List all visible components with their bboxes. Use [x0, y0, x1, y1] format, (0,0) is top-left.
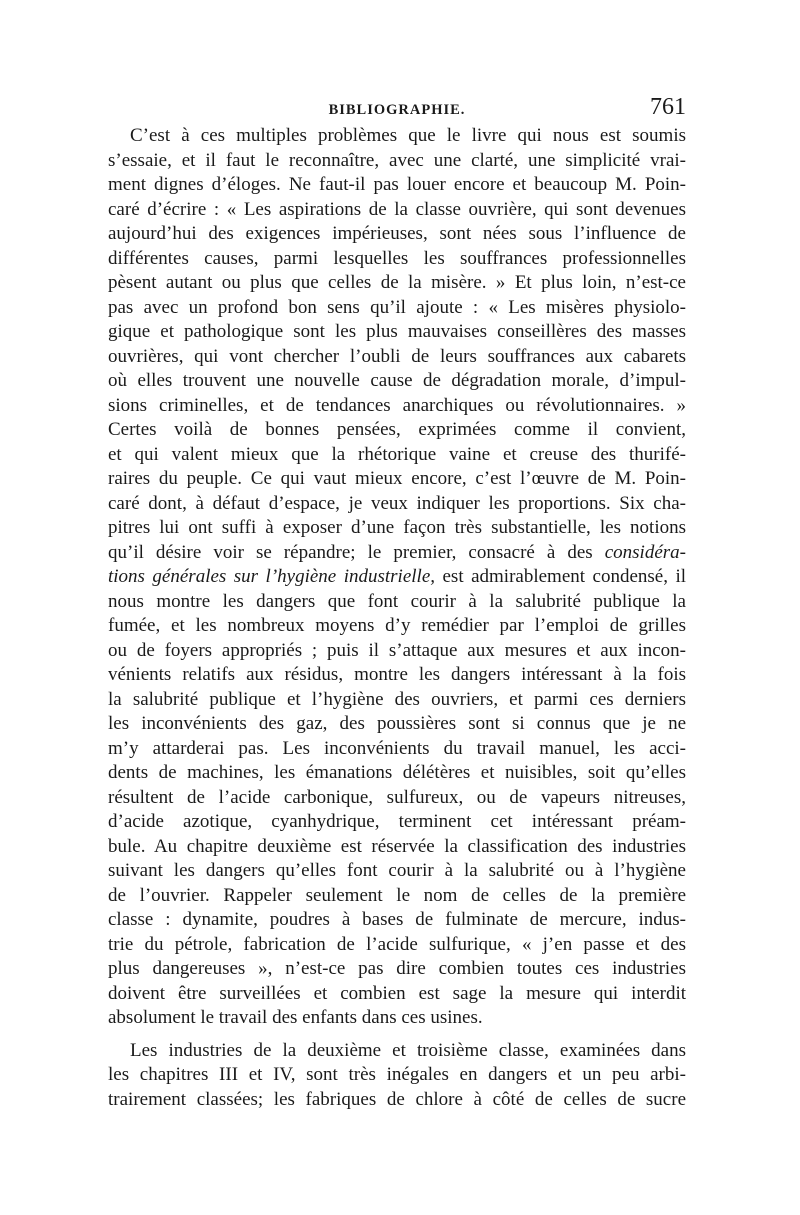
text-line: et qui valent mieux que la rhétorique vaine et creuse des thurifé- — [108, 443, 686, 465]
text-line: m’y attarderai pas. Les inconvénients du travail manuel, les acci- — [108, 737, 686, 759]
text-line: Les industries de la deuxième et troisième classe, examinées dans — [130, 1039, 686, 1061]
text-line: où elles trouvent une nouvelle cause de dégradation morale, d’impul- — [108, 370, 686, 391]
text-line: pitres lui ont suffi à exposer d’une façon très substantielle, les notions — [108, 517, 686, 538]
page-number: 761 — [650, 94, 686, 120]
text-line: d’acide azotique, cyanhydrique, terminent cet intéressant préam- — [108, 811, 686, 832]
text-segment: est admirablement condensé, il — [435, 566, 686, 587]
running-head — [108, 94, 686, 124]
book-page — [108, 94, 686, 1112]
text-line: pas avec un profond bon sens qu’il ajoute : « Les misères physiolo- — [108, 296, 686, 318]
text-line: s’essaie, et il faut le reconnaître, avec une clarté, une simplicité vrai- — [108, 149, 686, 171]
text-line: aujourd’hui des exigences impérieuses, sont nées sous l’influence de — [108, 223, 686, 244]
text-line-with-italic — [108, 541, 686, 566]
text-line: fumée, et les nombreux moyens d’y remédier par l’emploi de grilles — [108, 615, 686, 636]
text-line: nous montre les dangers que font courir à la salubrité publique la — [108, 590, 686, 612]
paragraph-2 — [108, 1039, 686, 1113]
text-line: trairement classées; les fabriques de chlore à côté de celles de sucre — [108, 1088, 686, 1110]
text-line: trie du pétrole, fabrication de l’acide sulfurique, « j’en passe et des — [108, 933, 686, 955]
text-line: sions criminelles, et de tendances anarchiques ou révolutionnaires. » — [108, 394, 686, 416]
text-line-with-italic — [108, 565, 686, 590]
italic-segment: tions générales sur l’hygiène industrielle, — [108, 566, 436, 587]
running-title: BIBLIOGRAPHIE. — [328, 102, 466, 118]
text-line: ou de foyers appropriés ; puis il s’attaque aux mesures et aux incon- — [108, 639, 686, 661]
text-line: ouvrières, qui vont chercher l’oubli de leurs souffrances aux cabarets — [108, 345, 686, 367]
text-line: absolument le travail des enfants dans ces usines. — [108, 1007, 483, 1028]
text-line: caré d’écrire : « Les aspirations de la classe ouvrière, qui sont devenues — [108, 198, 686, 220]
text-line: classe : dynamite, poudres à bases de fulminate de mercure, indus- — [108, 909, 686, 930]
paragraph-1 — [108, 124, 686, 1031]
text-line: bule. Au chapitre deuxième est réservée la classification des industries — [108, 835, 686, 857]
text-line: les inconvénients des gaz, des poussières sont si connus que je ne — [108, 713, 686, 734]
text-line: vénients relatifs aux résidus, montre les dangers intéressant à la fois — [108, 664, 686, 685]
text-line: la salubrité publique et l’hygiène des ouvriers, et parmi ces derniers — [108, 688, 686, 710]
text-line: différentes causes, parmi lesquelles les souffrances professionnelles — [108, 247, 686, 269]
text-line: résultent de l’acide carbonique, sulfureux, ou de vapeurs nitreuses, — [108, 786, 686, 808]
text-segment: qu’il désire voir se répandre; le premier, consacré à des — [108, 541, 605, 563]
text-line: doivent être surveillées et combien est sage la mesure qui interdit — [108, 982, 686, 1004]
text-line: dents de machines, les émanations délétères et nuisibles, soit qu’elles — [108, 762, 686, 783]
italic-segment: considéra- — [604, 541, 686, 563]
text-line: suivant les dangers qu’elles font courir à la salubrité ou à l’hygiène — [108, 860, 686, 881]
paragraph-gap — [108, 1031, 686, 1039]
text-line: les chapitres III et IV, sont très inégales en dangers et un peu arbi- — [108, 1064, 686, 1085]
text-line: de l’ouvrier. Rappeler seulement le nom de celles de la première — [108, 884, 686, 906]
text-line: Certes voilà de bonnes pensées, exprimées comme il convient, — [108, 419, 686, 440]
text-line: plus dangereuses », n’est-ce pas dire combien toutes ces industries — [108, 958, 686, 979]
text-line: caré dont, à défaut d’espace, je veux indiquer les proportions. Six cha- — [108, 492, 686, 514]
text-line: ment dignes d’éloges. Ne faut-il pas louer encore et beaucoup M. Poin- — [108, 174, 686, 195]
text-line: raires du peuple. Ce qui vaut mieux encore, c’est l’œuvre de M. Poin- — [108, 468, 686, 489]
text-line: gique et pathologique sont les plus mauvaises conseillères des masses — [108, 321, 686, 342]
text-line: C’est à ces multiples problèmes que le livre qui nous est soumis — [130, 125, 686, 146]
text-line: pèsent autant ou plus que celles de la misère. » Et plus loin, n’est-ce — [108, 272, 686, 293]
